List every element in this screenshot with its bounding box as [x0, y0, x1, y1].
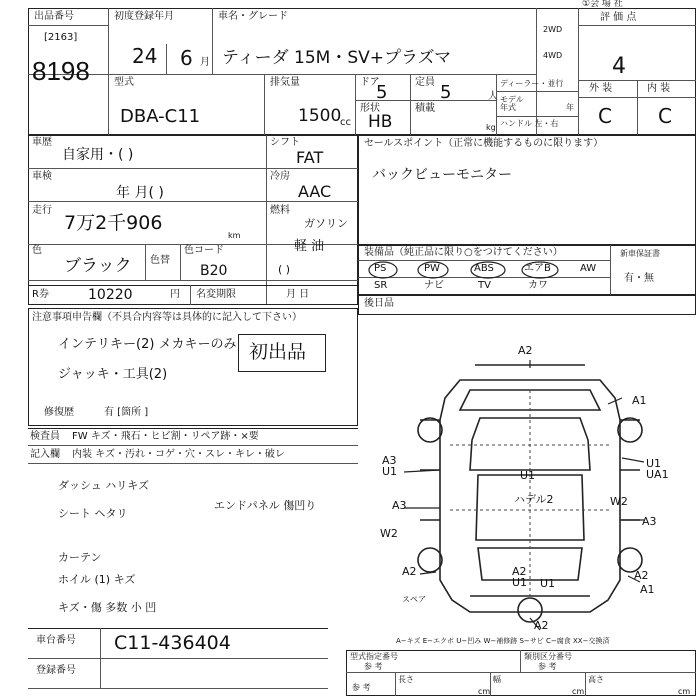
name-change-value: 月 日 — [286, 289, 310, 300]
width-unit: cm — [572, 687, 585, 696]
stamp-text: 初出品 — [249, 341, 307, 363]
name-change-label: 名変期限 — [196, 289, 236, 300]
fuel-label: 燃料 — [270, 205, 290, 216]
shift-label: シフト — [270, 137, 300, 148]
selling-value: バックビューモニター — [372, 167, 512, 183]
diagram-legend: A−キズ E−エクボ U−凹み W−補修跡 S−サビ C−腐食 XX−交換済 — [396, 637, 610, 645]
aircon-value: AAC — [298, 182, 332, 201]
drive-4wd: 4WD — [543, 51, 563, 60]
capacity-value: 5 — [440, 82, 452, 103]
chassis-label: 車台番号 — [36, 635, 76, 646]
score-value: 4 — [612, 54, 626, 79]
month-unit: 月 — [200, 57, 210, 68]
type-label: 型式指定番号 — [350, 652, 398, 661]
inspector-row2: 内装 キズ・汚れ・コゲ・穴・スレ・キレ・破レ — [72, 449, 285, 460]
mark-a3-left: A3 — [392, 499, 407, 512]
color-code-label: 色コード — [184, 245, 224, 256]
inspector-row1: FW キズ・飛石・ヒビ割・リペア跡・×要 — [72, 431, 259, 442]
lot-label: 出品番号 — [34, 11, 74, 22]
length-label: 長さ — [398, 675, 414, 684]
footer-frame — [346, 650, 696, 696]
year-unit: 年 — [566, 103, 574, 112]
chassis-value: C11-436404 — [114, 632, 231, 654]
note-endpanel: エンドパネル 傷凹り — [214, 499, 317, 512]
warranty-label: 新車保証書 — [620, 249, 660, 258]
history-value: 自家用・( ) — [62, 147, 134, 163]
entry-label: 記入欄 — [30, 449, 60, 460]
note-curtain: カーテン — [58, 551, 102, 564]
height-label: 高さ — [588, 675, 604, 684]
note-scratch: キズ・傷 多数 小 凹 — [58, 601, 157, 614]
interior-label: 内 装 — [647, 83, 671, 94]
repair-label: 修復歴 — [44, 407, 74, 418]
notes-label: 注意事項申告欄（不具合内容等は具体的に記入して下さい） — [32, 312, 302, 323]
dealer-label: ディーラー・並行 — [500, 79, 564, 88]
mileage-unit: km — [228, 231, 241, 240]
drive-2wd: 2WD — [543, 25, 563, 34]
mark-w2-left: W2 — [380, 527, 398, 540]
shape-label: 形状 — [360, 103, 380, 114]
shift-value: FAT — [296, 148, 324, 167]
mark-a1-right: A1 — [632, 394, 647, 407]
name-grade-label: 車名・グレード — [218, 11, 288, 22]
equip-aw: AW — [580, 263, 597, 274]
model-label: 型式 — [114, 77, 134, 88]
lot-number: 8198 — [32, 56, 90, 86]
footer-ref: 参 考 — [352, 683, 371, 692]
fuel-value: ガソリン — [304, 217, 348, 230]
mark-a2-top: A2 — [518, 344, 533, 357]
note-dash: ダッシュ ハリキズ — [58, 479, 150, 492]
fuel-diesel: 軽 油 — [294, 239, 325, 254]
recycle-unit: 円 — [170, 289, 180, 300]
width-label: 幅 — [493, 675, 501, 684]
mark-u1-ua1: U1 UA1 — [646, 457, 669, 481]
equip-kawa: カワ — [528, 280, 548, 291]
warranty-value: 有・無 — [624, 273, 654, 284]
equip-ps: PS — [374, 263, 387, 274]
inspector-label: 検査員 — [30, 431, 60, 442]
exterior-value: C — [598, 104, 612, 128]
displacement-unit: cc — [340, 117, 351, 128]
mark-a2-right: A2 — [634, 569, 649, 582]
equip-navi: ナビ — [424, 280, 444, 291]
type-ref: 参 考 — [364, 662, 383, 671]
capacity-unit: 人 — [488, 91, 498, 102]
mark-a2-left: A2 — [402, 565, 417, 578]
exterior-label: 外 装 — [589, 83, 613, 94]
fuel-paren: ( ) — [278, 263, 291, 276]
reg-month: 6 — [180, 46, 193, 70]
doors-value: 5 — [376, 82, 388, 103]
rear-label: 後日品 — [364, 298, 394, 309]
mark-a3-right: A3 — [642, 515, 657, 528]
spare-label: スペア — [402, 595, 426, 604]
color-label: 色 — [32, 245, 42, 256]
mark-a2-bottom: A2 — [534, 619, 549, 632]
reg-no-label: 登録番号 — [36, 665, 76, 676]
equip-sr: SR — [374, 280, 388, 291]
model-year-label: モデル年式 — [500, 95, 524, 112]
recycle-value: 10220 — [88, 287, 133, 303]
class-label: 類別区分番号 — [524, 652, 572, 661]
load-label: 積載 — [415, 103, 435, 114]
notes-line2: ジャッキ・工具(2) — [58, 367, 168, 382]
mark-a3-u1: A3 U1 — [382, 454, 398, 478]
equipment-label: 装備品（純正品に限り○をつけてください） — [364, 247, 563, 258]
lot-sub: [2163] — [44, 32, 78, 43]
inspection-label: 車検 — [32, 171, 52, 182]
color-code-value: B20 — [200, 263, 228, 279]
interior-value: C — [658, 104, 672, 128]
doors-label: ドア — [360, 77, 380, 88]
equip-abs: ABS — [474, 263, 494, 274]
reg-year: 24 — [132, 44, 158, 68]
mark-w2-right: W2 — [610, 495, 628, 508]
top-right-note: ①会 場 社 — [582, 0, 623, 9]
history-label: 車歴 — [32, 137, 52, 148]
mark-a2-u1: A2 U1 — [512, 565, 528, 589]
note-seat: シート ヘタリ — [58, 507, 128, 520]
car-name: ティーダ 15M・SV+プラズマ — [222, 48, 452, 68]
selling-label: セールスポイント（正常に機能するものに限ります） — [364, 138, 604, 149]
mileage-value: 7万2千906 — [64, 212, 163, 234]
notes-line1: インテリキー(2) メカキーのみ — [58, 337, 237, 352]
equip-pw: PW — [424, 263, 440, 274]
load-unit: kg — [486, 123, 496, 132]
shape-value: HB — [368, 112, 393, 132]
color-value: ブラック — [64, 256, 132, 276]
recycle-label: R券 — [32, 289, 49, 300]
length-unit: cm — [478, 687, 491, 696]
mark-a1-bottom: A1 — [640, 583, 655, 596]
reg-date-label: 初度登録年月 — [114, 11, 174, 22]
displacement-value: 1500 — [298, 106, 342, 126]
repair-value: 有 [箇所 ] — [104, 407, 149, 418]
handle-label: ハンドル 左・右 — [500, 119, 559, 128]
capacity-label: 定員 — [415, 77, 435, 88]
aircon-label: 冷房 — [270, 171, 290, 182]
score-label: 評 価 点 — [600, 12, 637, 23]
mark-u1-center: U1 — [520, 469, 536, 482]
equip-airbag: エアB — [524, 263, 551, 274]
note-wheel: ホイル (1) キズ — [58, 573, 136, 586]
height-unit: cm — [678, 687, 691, 696]
mark-hadel: ハデル2 — [514, 493, 554, 506]
displacement-label: 排気量 — [270, 77, 300, 88]
equip-tv: TV — [478, 280, 491, 291]
inspection-value: 年 月( ) — [116, 185, 164, 201]
model-value: DBA-C11 — [120, 106, 201, 127]
mileage-label: 走行 — [32, 205, 52, 216]
color-change-label: 色替 — [150, 255, 170, 266]
class-ref: 参 考 — [538, 662, 557, 671]
mark-u1-low: U1 — [540, 577, 556, 590]
